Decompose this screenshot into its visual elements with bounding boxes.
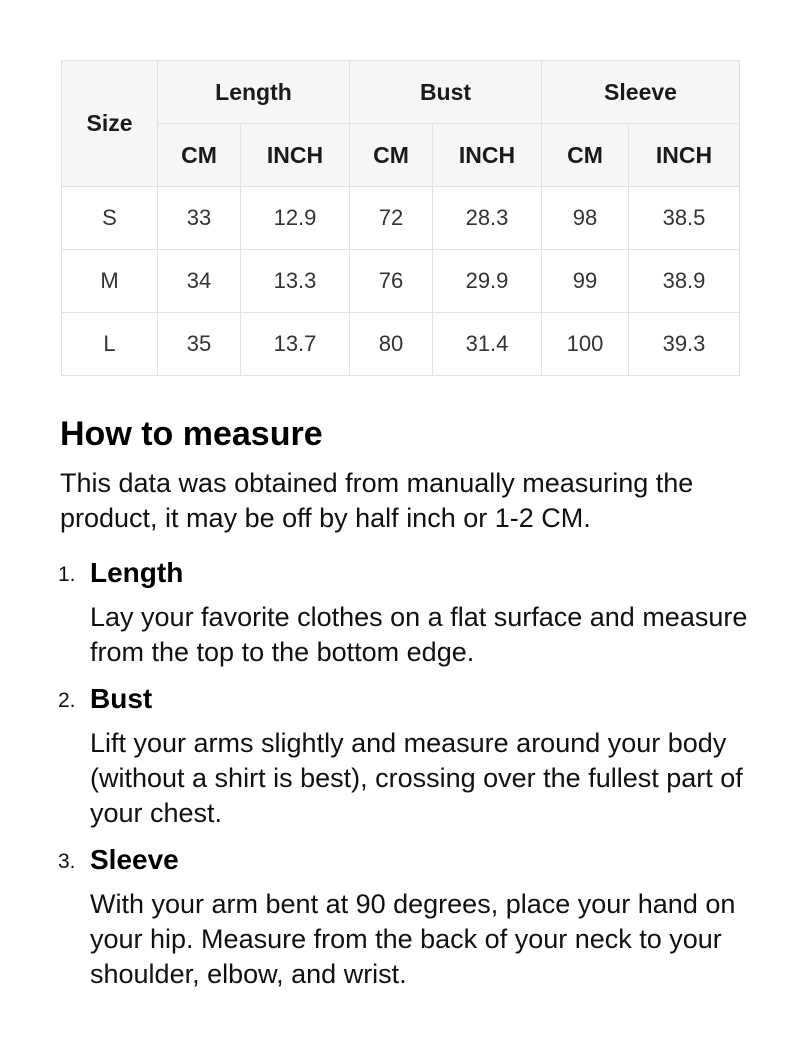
step-number: 1.	[58, 563, 76, 586]
step-title: Length	[90, 557, 184, 588]
step-title: Sleeve	[90, 844, 179, 875]
steps-list	[60, 556, 760, 992]
table-row	[62, 187, 740, 250]
unit-header: INCH	[433, 124, 542, 187]
value-cell: 35	[158, 313, 241, 376]
table-row	[62, 250, 740, 313]
step-length	[60, 556, 760, 670]
value-cell: 38.9	[629, 250, 740, 313]
step-sleeve	[60, 843, 760, 992]
step-text: Lift your arms slightly and measure around your body (without a shirt is best), crossing over the fullest part of your chest.	[90, 728, 743, 828]
value-cell: 33	[158, 187, 241, 250]
value-cell: 76	[350, 250, 433, 313]
value-cell: 98	[542, 187, 629, 250]
value-cell: 31.4	[433, 313, 542, 376]
size-chart-table	[61, 60, 740, 376]
value-cell: 99	[542, 250, 629, 313]
step-number: 3.	[58, 850, 76, 873]
size-cell: L	[62, 313, 158, 376]
length-group-header: Length	[158, 61, 350, 124]
unit-header: INCH	[241, 124, 350, 187]
value-cell: 80	[350, 313, 433, 376]
intro-text: This data was obtained from manually measuring the product, it may be off by half inch or 1-2 CM.	[60, 468, 694, 533]
size-header: Size	[62, 61, 158, 187]
size-cell: S	[62, 187, 158, 250]
unit-header: INCH	[629, 124, 740, 187]
section-heading: How to measure	[60, 415, 323, 453]
unit-header: CM	[350, 124, 433, 187]
value-cell: 12.9	[241, 187, 350, 250]
unit-header: CM	[158, 124, 241, 187]
value-cell: 72	[350, 187, 433, 250]
step-text: With your arm bent at 90 degrees, place your hand on your hip. Measure from the back of your neck to your shoulder, elbow, and wrist.	[90, 889, 736, 989]
step-title: Bust	[90, 683, 153, 714]
unit-header-row	[62, 124, 740, 187]
value-cell: 13.7	[241, 313, 350, 376]
value-cell: 100	[542, 313, 629, 376]
value-cell: 28.3	[433, 187, 542, 250]
bust-group-header: Bust	[350, 61, 542, 124]
value-cell: 13.3	[241, 250, 350, 313]
value-cell: 38.5	[629, 187, 740, 250]
value-cell: 39.3	[629, 313, 740, 376]
step-text: Lay your favorite clothes on a flat surface and measure from the top to the bottom edge.	[90, 602, 748, 667]
sleeve-group-header: Sleeve	[542, 61, 740, 124]
value-cell: 34	[158, 250, 241, 313]
size-cell: M	[62, 250, 158, 313]
value-cell: 29.9	[433, 250, 542, 313]
group-header-row	[62, 61, 740, 124]
step-bust	[60, 682, 760, 831]
how-to-measure-section	[60, 412, 760, 1004]
unit-header: CM	[542, 124, 629, 187]
table-row	[62, 313, 740, 376]
step-number: 2.	[58, 689, 76, 712]
